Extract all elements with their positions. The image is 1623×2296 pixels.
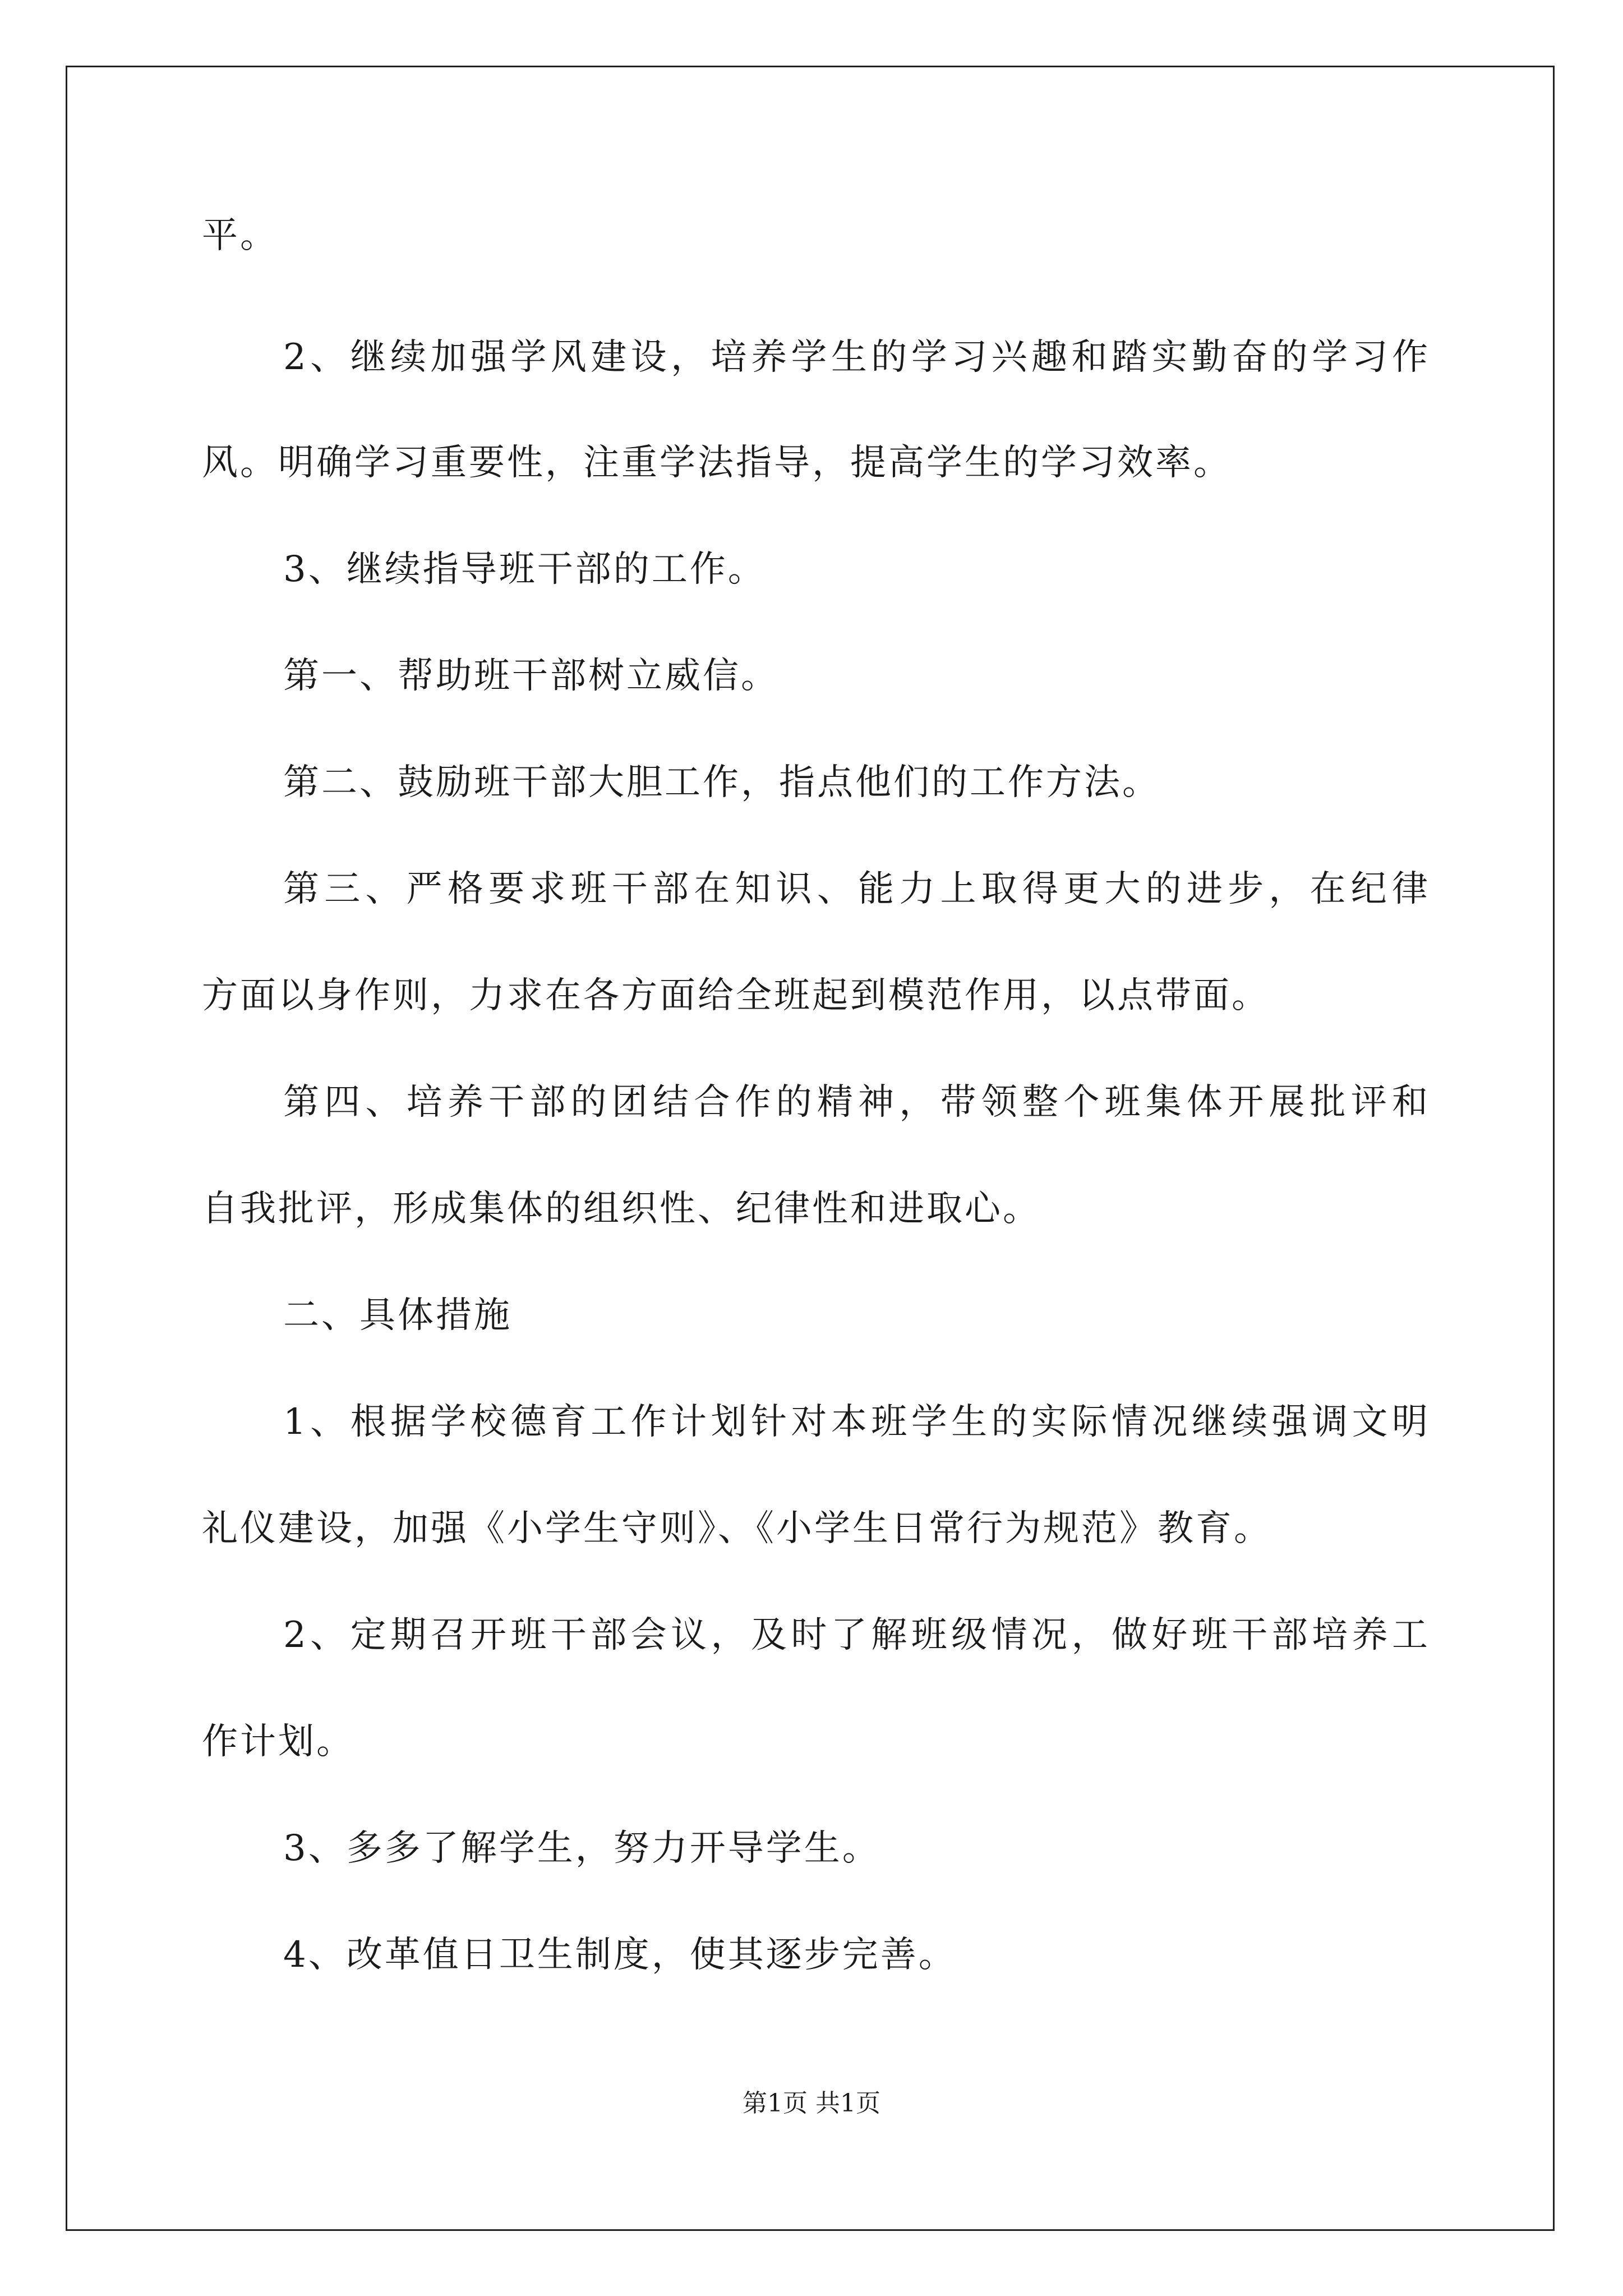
text-line: 方面以身作则，力求在各方面给全班起到模范作用，以点带面。 <box>202 975 1270 1016</box>
text-line: 第一、帮助班干部树立威信。 <box>283 655 779 697</box>
text-line: 礼仪建设，加强《小学生守则》、《小学生日常行为规范》教育。 <box>202 1508 1272 1549</box>
text-line: 风。明确学习重要性，注重学法指导，提高学生的学习效率。 <box>202 442 1232 484</box>
text-line: 平。 <box>202 215 278 256</box>
text-line: 2、继续加强学风建设，培养学生的学习兴趣和踏实勤奋的学习作 <box>283 337 1430 378</box>
section-heading: 二、具体措施 <box>283 1295 512 1336</box>
text-line: 第二、鼓励班干部大胆工作，指点他们的工作方法。 <box>283 762 1160 803</box>
text-line: 作计划。 <box>202 1721 354 1763</box>
text-line: 2、定期召开班干部会议，及时了解班级情况，做好班干部培养工 <box>283 1614 1430 1656</box>
page-footer: 第1页 共1页 <box>743 2089 880 2118</box>
text-line: 3、多多了解学生，努力开导学生。 <box>283 1828 880 1869</box>
text-line: 3、继续指导班干部的工作。 <box>283 549 766 590</box>
text-line: 第四、培养干部的团结合作的精神，带领整个班集体开展批评和 <box>283 1082 1430 1123</box>
text-line: 4、改革值日卫生制度，使其逐步完善。 <box>283 1934 957 1976</box>
text-line: 第三、严格要求班干部在知识、能力上取得更大的进步，在纪律 <box>283 868 1430 910</box>
text-line: 自我批评，形成集体的组织性、纪律性和进取心。 <box>202 1188 1041 1230</box>
page-border <box>66 66 1555 2231</box>
text-line: 1、根据学校德育工作计划针对本班学生的实际情况继续强调文明 <box>283 1401 1430 1443</box>
